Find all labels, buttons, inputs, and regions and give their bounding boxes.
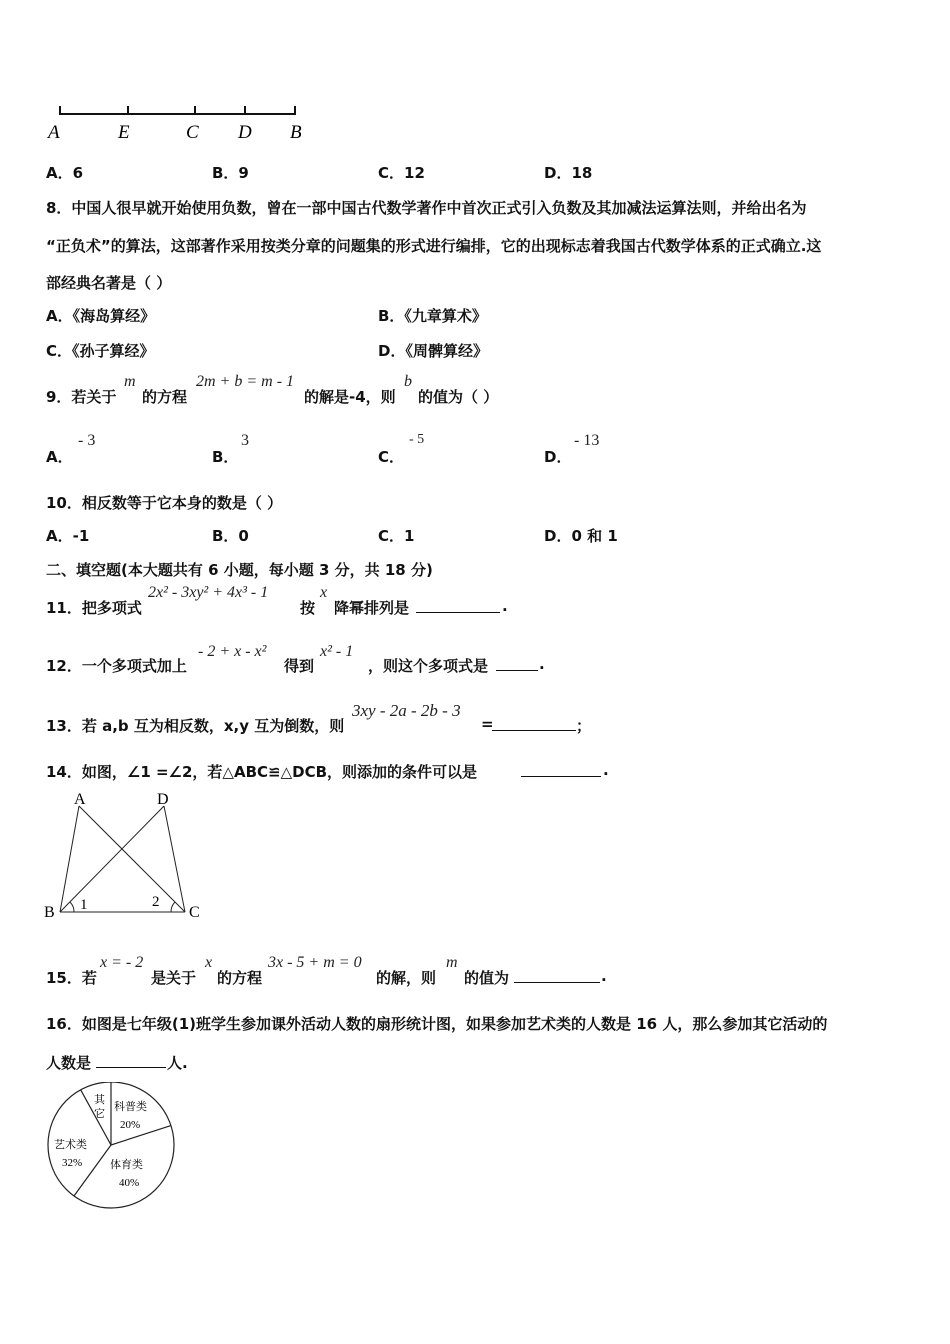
point-label-a: A <box>48 122 60 143</box>
q9-option-c-value: - 5 <box>409 432 425 447</box>
q8-option-a: A．《海岛算经》 <box>46 307 156 325</box>
pie-label-qita-2: 它 <box>94 1108 105 1120</box>
point-label-b: B <box>290 122 302 143</box>
angle-1-arc <box>70 902 74 912</box>
q9-equation: 2m + b = m - 1 <box>196 373 295 390</box>
q9-text-3: 的解是-4，则 <box>304 388 396 406</box>
pie-value-kepu: 20% <box>120 1119 141 1131</box>
q15-text-1: 15．若 <box>46 969 97 987</box>
q8-option-b: B．《九章算术》 <box>378 307 487 325</box>
q14-answer-blank[interactable] <box>521 762 601 777</box>
vertex-d-label: D <box>157 791 169 808</box>
segment-ac <box>79 806 185 912</box>
q13-end: ； <box>576 717 592 735</box>
q15-equation-2: 3x - 5 + m = 0 <box>268 954 362 971</box>
vertex-c-label: C <box>189 904 200 921</box>
angle-2-label: 2 <box>152 894 160 910</box>
q9-option-b-value: 3 <box>241 432 249 449</box>
q10-option-d: D．0 和 1 <box>544 527 618 545</box>
q9-option-a-label: A． <box>46 448 73 466</box>
q12-text-2: 得到 <box>284 657 315 675</box>
q10-option-c: C．1 <box>378 527 415 545</box>
q15-text-4: 的解，则 <box>376 969 437 987</box>
q13-expression: 3xy - 2a - 2b - 3 <box>352 701 461 720</box>
q9-option-b-label: B． <box>212 448 239 466</box>
q9-text-2: 的方程 <box>142 388 188 406</box>
q15-text-5: 的值为 <box>464 969 510 987</box>
number-line-figure <box>40 98 320 144</box>
segment-db <box>60 806 164 912</box>
q8-line-2: “正负术”的算法，这部著作采用按类分章的问题集的形式进行编排，它的出现标志着我国古代数学体系的正式确立.这 <box>46 237 822 255</box>
q8-option-d: D．《周髀算经》 <box>378 342 488 360</box>
q9-option-d-label: D． <box>544 448 572 466</box>
angle-1-label: 1 <box>80 897 88 913</box>
pie-label-kepu: 科普类 <box>114 1101 147 1113</box>
pie-label-qita-1: 其 <box>94 1094 105 1106</box>
q14-end: . <box>603 761 609 779</box>
q11-var-x: x <box>320 584 328 601</box>
q15-equation-1: x = - 2 <box>100 954 144 971</box>
q7-option-a: A．6 <box>46 164 84 182</box>
q9-text-4: 的值为（ ） <box>418 388 499 406</box>
q9-var-b: b <box>404 373 412 390</box>
q8-line-3: 部经典名著是（ ） <box>46 274 172 292</box>
q9-option-a-value: - 3 <box>78 432 96 449</box>
q16-line-2a: 人数是 <box>46 1054 92 1072</box>
point-label-c: C <box>186 122 199 143</box>
q15-var-m: m <box>446 954 458 971</box>
q11-text-2: 按 <box>300 599 316 617</box>
q16-line-2b: 人. <box>167 1054 188 1072</box>
pie-label-yishu: 艺术类 <box>54 1139 87 1151</box>
q12-expression-1: - 2 + x - x² <box>198 643 267 660</box>
q13-text-1: 13．若 a,b 互为相反数，x,y 互为倒数，则 <box>46 717 345 735</box>
pie-chart <box>40 1082 190 1212</box>
pie-slice-boundary-yishu <box>74 1145 111 1196</box>
q9-text-1: 9．若关于 <box>46 388 117 406</box>
q16-answer-blank[interactable] <box>96 1053 166 1068</box>
q7-option-d: D．18 <box>544 164 593 182</box>
q16-line-1: 16．如图是七年级(1)班学生参加课外活动人数的扇形统计图，如果参加艺术类的人数是 16 人，那么参加其它活动的 <box>46 1015 828 1033</box>
q10-option-a: A．-1 <box>46 527 90 545</box>
q8-line-1: 8．中国人很早就开始使用负数，曾在一部中国古代数学著作中首次正式引入负数及其加减法运算法则，并给出名为 <box>46 199 807 217</box>
segment-dc <box>164 806 185 912</box>
q10-option-b: B．0 <box>212 527 249 545</box>
q15-answer-blank[interactable] <box>514 968 600 983</box>
q15-end: . <box>601 967 607 985</box>
angle-2-arc <box>171 902 175 912</box>
pie-label-tiyu: 体育类 <box>110 1159 143 1171</box>
q11-text-3: 降幂排列是 <box>334 599 410 617</box>
pie-value-yishu: 32% <box>62 1157 83 1169</box>
pie-value-tiyu: 40% <box>119 1177 140 1189</box>
q12-end: . <box>539 655 545 673</box>
q9-var-m: m <box>124 373 136 390</box>
q7-option-b: B．9 <box>212 164 249 182</box>
point-label-d: D <box>238 122 252 143</box>
q9-option-d-value: - 13 <box>574 432 600 449</box>
q12-answer-blank[interactable] <box>496 656 538 671</box>
q9-option-c-label: C． <box>378 448 405 466</box>
q13-answer-blank[interactable] <box>492 716 576 731</box>
q8-option-c: C．《孙子算经》 <box>46 342 155 360</box>
q7-option-c: C．12 <box>378 164 425 182</box>
q13-equals: = <box>481 715 494 733</box>
vertex-a-label: A <box>74 791 86 808</box>
q11-text-1: 11．把多项式 <box>46 599 142 617</box>
q12-text-1: 12．一个多项式加上 <box>46 657 187 675</box>
q12-expression-2: x² - 1 <box>320 643 354 660</box>
q11-expression: 2x² - 3xy² + 4x³ - 1 <box>148 584 269 601</box>
vertex-b-label: B <box>44 904 55 921</box>
point-label-e: E <box>118 122 130 143</box>
q15-text-2: 是关于 <box>151 969 197 987</box>
q11-end: . <box>502 597 508 615</box>
q14-text: 14．如图，∠1 =∠2，若△ABC≌△DCB，则添加的条件可以是 <box>46 763 478 781</box>
q11-answer-blank[interactable] <box>416 598 500 613</box>
section-2-heading: 二、填空题(本大题共有 6 小题，每小题 3 分，共 18 分) <box>46 561 433 579</box>
q12-text-3: ，则这个多项式是 <box>368 657 489 675</box>
q15-text-3: 的方程 <box>217 969 263 987</box>
q14-triangle-figure <box>40 788 220 928</box>
q15-var-x: x <box>205 954 213 971</box>
q10-stem: 10．相反数等于它本身的数是（ ） <box>46 494 283 512</box>
